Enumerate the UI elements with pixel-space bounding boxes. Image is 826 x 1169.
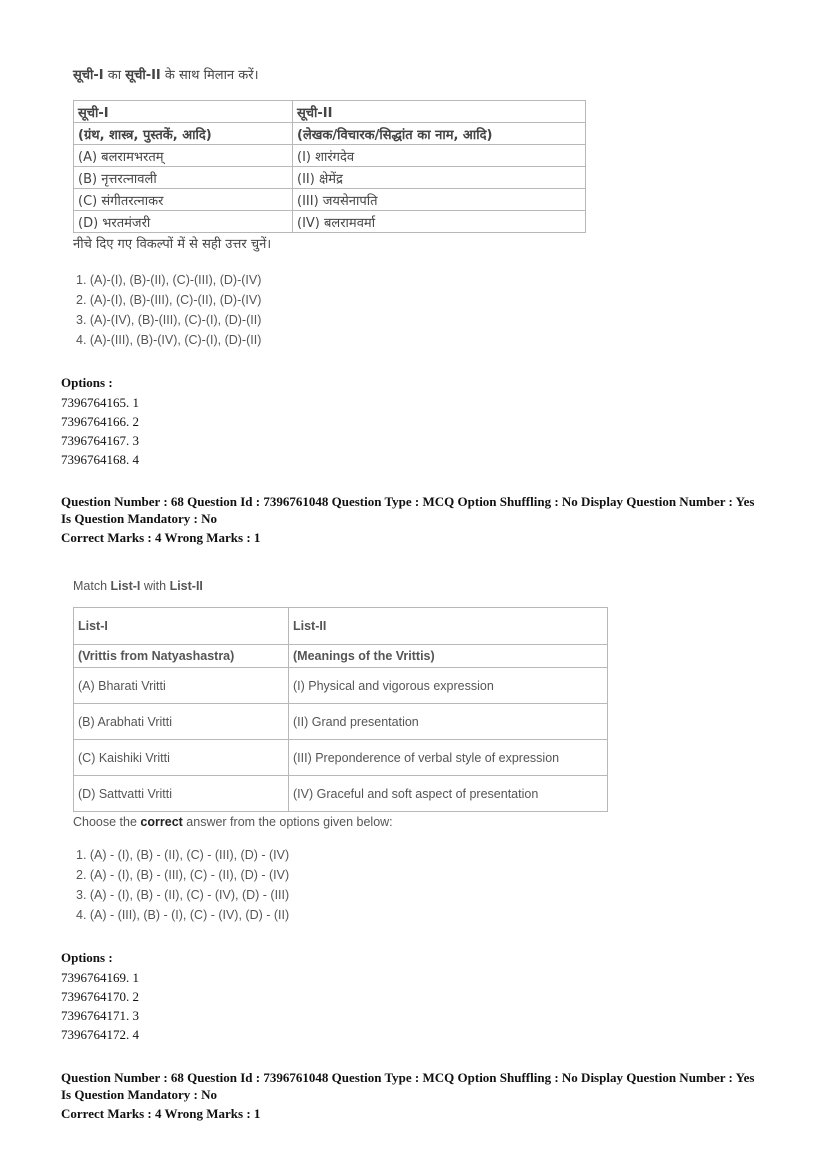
- q1-row-b-right: (II) क्षेमेंद्र: [293, 167, 586, 189]
- q2-option-id-1: 7396764169. 1: [61, 970, 139, 985]
- q2-instruction-pre: Match: [73, 579, 111, 593]
- q2-answer-option-3: 3. (A) - (I), (B) - (II), (C) - (IV), (D) - (III): [76, 888, 290, 902]
- q2-row-d-right: (IV) Graceful and soft aspect of presentation: [289, 776, 608, 812]
- q2-header-left: List-I: [74, 608, 289, 645]
- q1-options-label: Options :: [61, 375, 113, 390]
- q1-row-a-left: (A) बलरामभरतम्: [74, 145, 293, 167]
- q1-option-id-3: 7396764167. 3: [61, 433, 139, 448]
- q1-row-d-right: (IV) बलरामवर्मा: [293, 211, 586, 233]
- q2-row-c-right: (III) Preponderence of verbal style of expression: [289, 740, 608, 776]
- q1-row-d-left: (D) भरतमंजरी: [74, 211, 293, 233]
- q2-instruction-mid: with: [140, 579, 170, 593]
- q1-answer-options: [76, 270, 261, 350]
- q2-row-c-left: (C) Kaishiki Vritti: [74, 740, 289, 776]
- q2-row-d-left: (D) Sattvatti Vritti: [74, 776, 289, 812]
- meta2-mandatory: Is Question Mandatory : No: [61, 1087, 218, 1102]
- table-row: [74, 211, 586, 233]
- q2-options-label: Options :: [61, 950, 113, 965]
- q1-header-left: सूची-I: [74, 101, 293, 123]
- q1-row-c-left: (C) संगीतरत्नाकर: [74, 189, 293, 211]
- table-row: [74, 189, 586, 211]
- table-row: [74, 704, 608, 740]
- q2-subheader-right: (Meanings of the Vrittis): [289, 645, 608, 668]
- meta2-marks: Correct Marks : 4 Wrong Marks : 1: [61, 1106, 261, 1121]
- q1-instruction: [73, 66, 259, 86]
- q1-instruction-list1: सूची-I: [73, 68, 104, 83]
- q1-header-right: सूची-II: [293, 101, 586, 123]
- q2-table-header-row: [74, 608, 608, 645]
- q2-subheader-left: (Vrittis from Natyashastra): [74, 645, 289, 668]
- q2-option-id-2: 7396764170. 2: [61, 989, 139, 1004]
- q1-instruction-mid: का: [103, 68, 126, 83]
- q1-option-id-1: 7396764165. 1: [61, 395, 139, 410]
- q1-instruction-list2: सूची-II: [125, 68, 161, 83]
- q1-option-ids: [61, 393, 139, 469]
- q2-instruction-list1: List-I: [110, 579, 141, 593]
- q2-answer-option-4: 4. (A) - (III), (B) - (I), (C) - (IV), (D) - (II): [76, 908, 290, 922]
- table-row: [74, 145, 586, 167]
- q2-row-b-left: (B) Arabhati Vritti: [74, 704, 289, 740]
- q2-option-id-4: 7396764172. 4: [61, 1027, 139, 1042]
- q1-table-subheader-row: [74, 123, 586, 145]
- q1-row-a-right: (I) शारंगदेव: [293, 145, 586, 167]
- meta2-question-info: Question Number : 68 Question Id : 7396761048 Question Type : MCQ Option Shuffling : No Display Question Number : Yes: [61, 1070, 755, 1085]
- q2-choose-text: [73, 813, 393, 831]
- q2-choose-bold: correct: [140, 815, 183, 829]
- q2-header-right: List-II: [289, 608, 608, 645]
- table-row: [74, 167, 586, 189]
- q1-option-id-4: 7396764168. 4: [61, 452, 139, 467]
- q2-row-a-right: (I) Physical and vigorous expression: [289, 668, 608, 704]
- q2-table-subheader-row: [74, 645, 608, 668]
- q2-row-b-right: (II) Grand presentation: [289, 704, 608, 740]
- q2-answer-options: [76, 845, 289, 925]
- table-row: [74, 776, 608, 812]
- q2-answer-option-1: 1. (A) - (I), (B) - (II), (C) - (III), (D) - (IV): [76, 848, 290, 862]
- q2-row-a-left: (A) Bharati Vritti: [74, 668, 289, 704]
- q2-choose-post: answer from the options given below:: [182, 815, 393, 829]
- meta2-block: [61, 1070, 781, 1124]
- q1-choose-text: नीचे दिए गए विकल्पों में से सही उत्तर चुनें।: [73, 237, 272, 252]
- q1-answer-option-2: 2. (A)-(I), (B)-(III), (C)-(II), (D)-(IV): [76, 293, 262, 307]
- q2-answer-option-2: 2. (A) - (I), (B) - (III), (C) - (II), (D) - (IV): [76, 868, 290, 882]
- q1-row-c-right: (III) जयसेनापति: [293, 189, 586, 211]
- q1-instruction-end: के साथ मिलान करें।: [160, 68, 259, 83]
- table-row: [74, 740, 608, 776]
- meta1-mandatory: Is Question Mandatory : No: [61, 511, 218, 526]
- q2-option-ids: [61, 968, 139, 1044]
- q2-instruction: [73, 577, 203, 595]
- q1-subheader-left: (ग्रंथ, शास्त्र, पुस्तकें, आदि): [74, 123, 293, 145]
- q1-row-b-left: (B) नृत्तरत्नावली: [74, 167, 293, 189]
- meta1-marks: Correct Marks : 4 Wrong Marks : 1: [61, 530, 261, 545]
- q1-answer-option-4: 4. (A)-(III), (B)-(IV), (C)-(I), (D)-(II): [76, 333, 262, 347]
- table-row: [74, 668, 608, 704]
- meta1-block: [61, 494, 781, 548]
- q1-match-table: [73, 100, 586, 233]
- q1-subheader-right: (लेखक/विचारक/सिद्धांत का नाम, आदि): [293, 123, 586, 145]
- meta1-question-info: Question Number : 68 Question Id : 7396761048 Question Type : MCQ Option Shuffling : No Display Question Number : Yes: [61, 494, 755, 509]
- q2-instruction-list2: List-II: [169, 579, 203, 593]
- q1-answer-option-1: 1. (A)-(I), (B)-(II), (C)-(III), (D)-(IV): [76, 273, 262, 287]
- q1-table-header-row: [74, 101, 586, 123]
- q2-choose-pre: Choose the: [73, 815, 141, 829]
- q2-match-table: [73, 607, 608, 812]
- q2-option-id-3: 7396764171. 3: [61, 1008, 139, 1023]
- q1-answer-option-3: 3. (A)-(IV), (B)-(III), (C)-(I), (D)-(II): [76, 313, 262, 327]
- q1-option-id-2: 7396764166. 2: [61, 414, 139, 429]
